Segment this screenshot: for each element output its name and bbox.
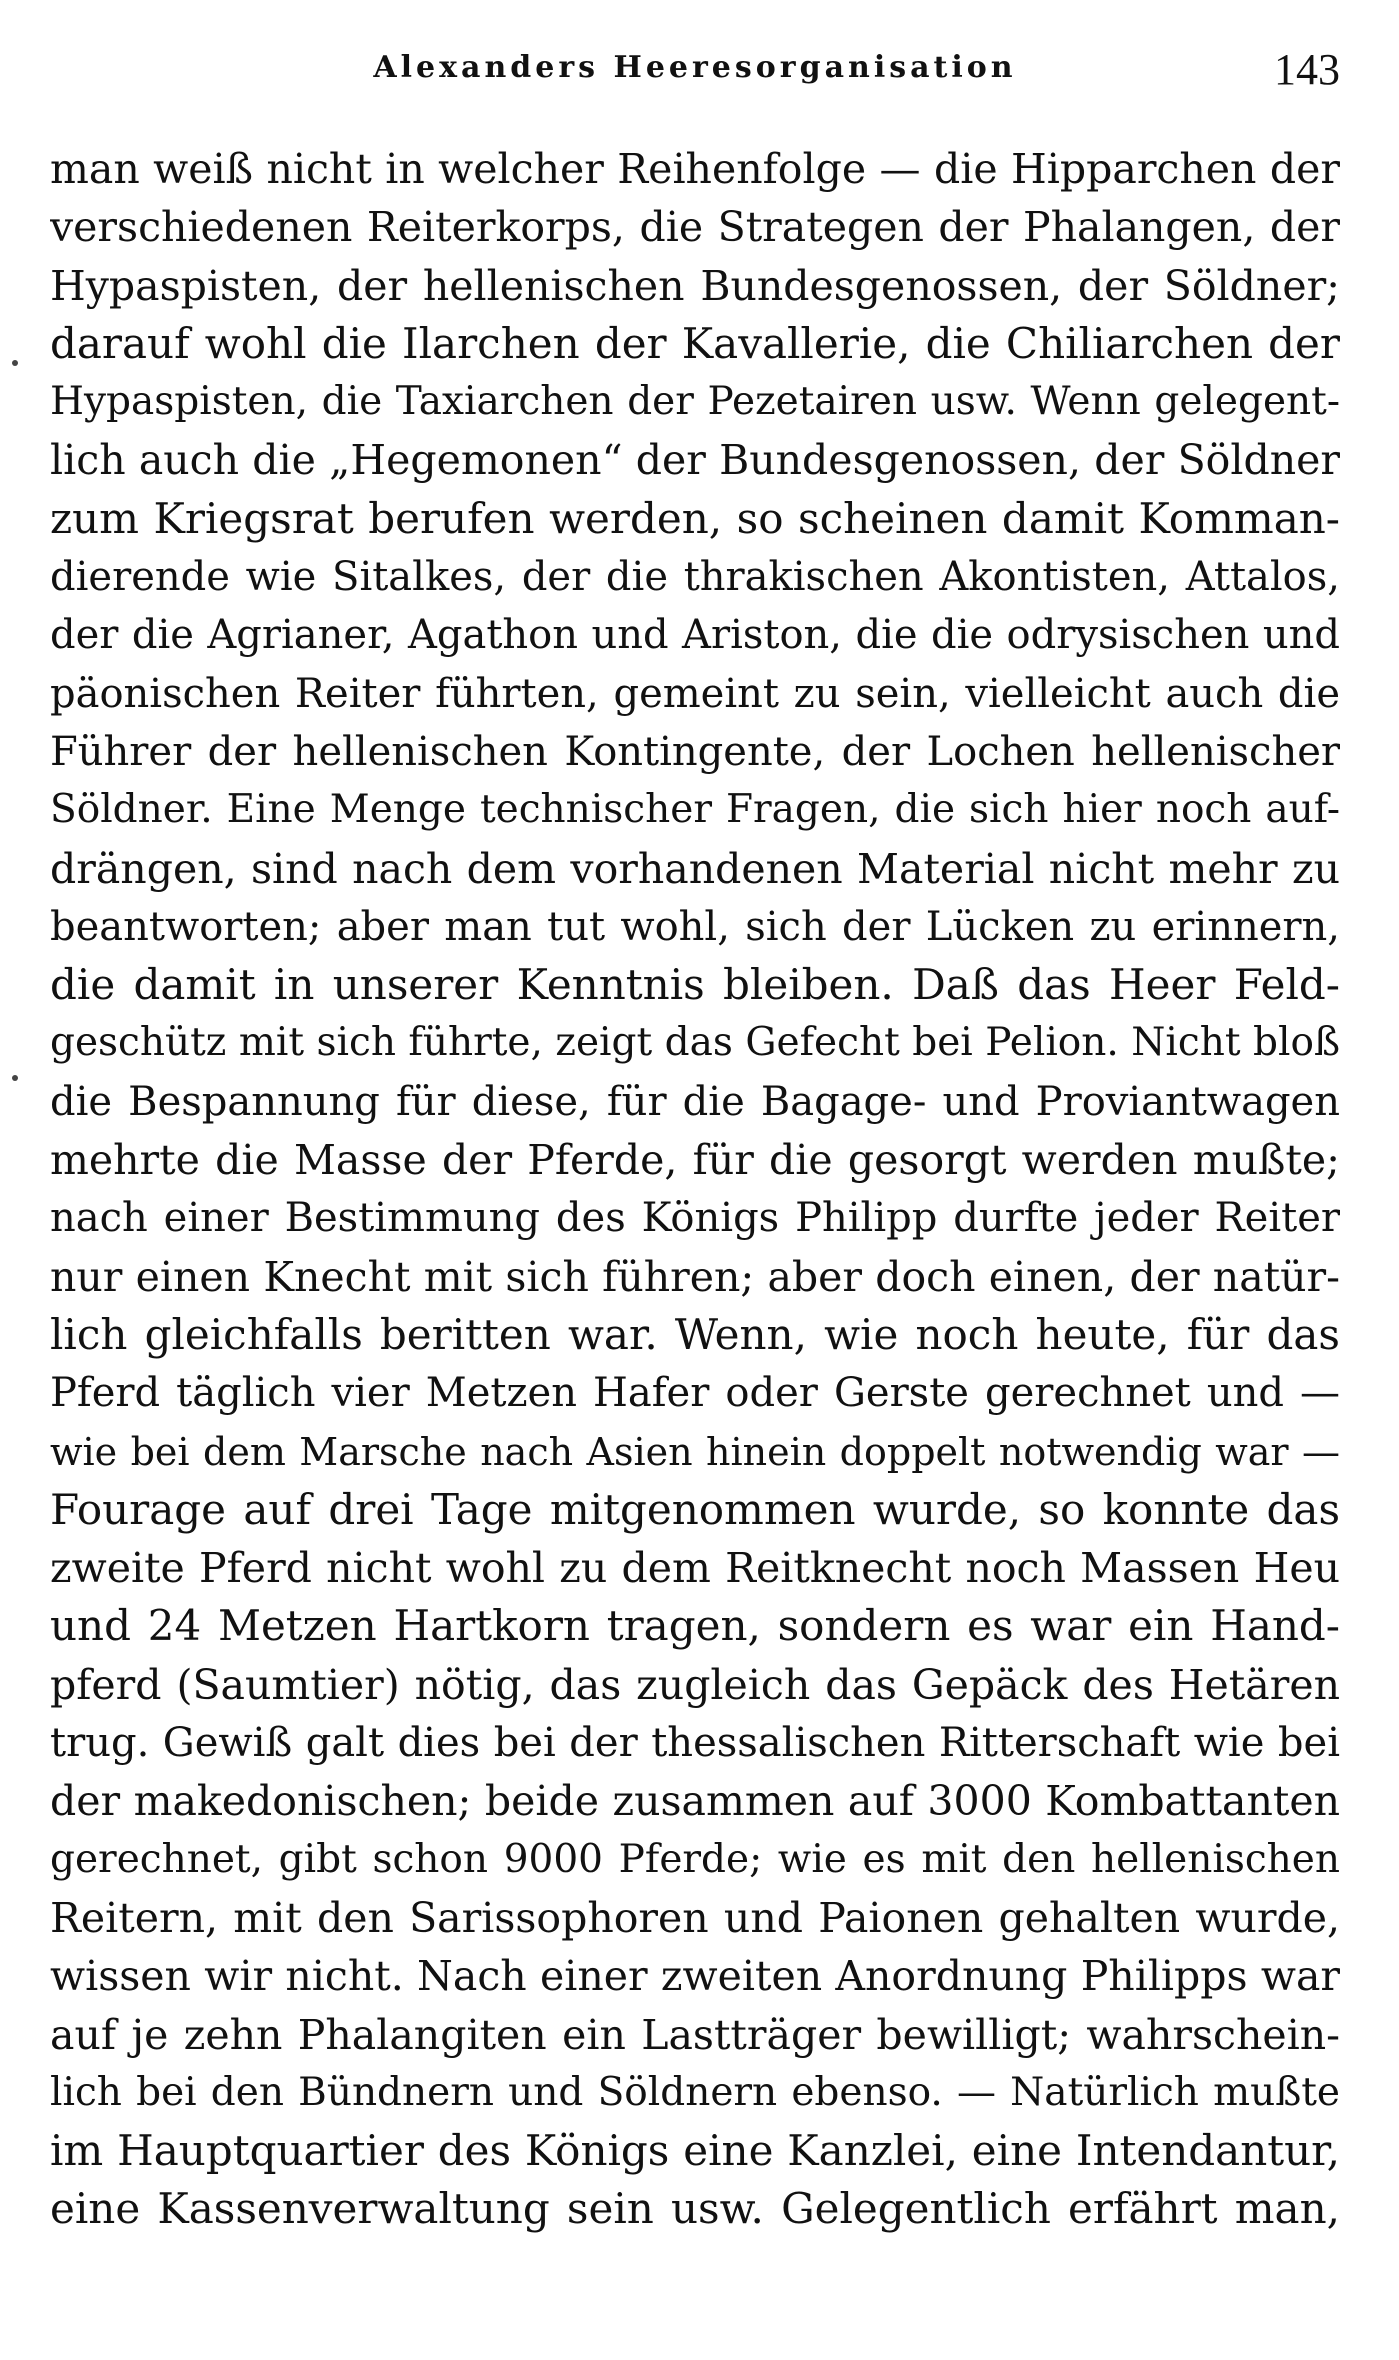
text-line: eine Kassenverwaltung sein usw. Gelegentlich erfährt man, — [50, 2184, 1340, 2234]
text-line: dierende wie Sitalkes, der die thrakischen Akontisten, Attalos, — [50, 554, 1340, 601]
text-line: Führer der hellenischen Kontingente, der Lochen hellenischer — [50, 728, 1340, 775]
text-line: lich bei den Bündnern und Söldnern ebenso. — Natürlich mußte — [50, 2069, 1340, 2115]
text-line: der makedonischen; beide zusammen auf 3000 Kombattanten — [50, 1777, 1340, 1826]
running-head — [50, 40, 1340, 100]
text-line: gerechnet, gibt schon 9000 Pferde; wie es mit den hellenischen — [50, 1836, 1340, 1882]
text-line: auf je zehn Phalangiten ein Lastträger bewilligt; wahrschein- — [50, 2010, 1340, 2059]
text-line: nach einer Bestimmung des Königs Philipp durfte jeder Reiter — [50, 1195, 1340, 1242]
margin-speck — [12, 1075, 18, 1081]
text-line: mehrte die Masse der Pferde, für die gesorgt werden mußte; — [50, 1136, 1340, 1185]
text-line: Reitern, mit den Sarissophoren und Paionen gehalten wurde, — [50, 1893, 1340, 1942]
text-line: beantworten; aber man tut wohl, sich der Lücken zu erinnern, — [50, 903, 1340, 950]
text-line: Söldner. Eine Menge technischer Fragen, die sich hier noch auf- — [50, 787, 1340, 833]
page-number: 143 — [1274, 45, 1340, 94]
text-line: im Hauptquartier des Königs eine Kanzlei, eine Intendantur, — [50, 2126, 1340, 2176]
margin-speck — [12, 360, 18, 366]
text-line: Hypaspisten, der hellenischen Bundesgenossen, der Söldner; — [50, 261, 1340, 310]
text-line: verschiedenen Reiterkorps, die Strategen der Phalangen, der — [50, 203, 1340, 252]
text-line: die damit in unserer Kenntnis bleiben. Daß das Heer Feld- — [50, 960, 1340, 1010]
text-line: darauf wohl die Ilarchen der Kavallerie, die Chiliarchen der — [50, 318, 1340, 368]
text-line: Pferd täglich vier Metzen Hafer oder Gerste gerechnet und — — [50, 1370, 1340, 1417]
text-line: der die Agrianer, Agathon und Ariston, die die odrysischen und — [50, 612, 1340, 659]
text-line: nur einen Knecht mit sich führen; aber doch einen, der natür- — [50, 1252, 1340, 1301]
running-title: Alexanders Heeresorganisation — [373, 50, 1017, 85]
text-line: zweite Pferd nicht wohl zu dem Reitknecht noch Massen Heu — [50, 1544, 1340, 1593]
text-line: geschütz mit sich führte, zeigt das Gefecht bei Pelion. Nicht bloß — [50, 1020, 1340, 1066]
text-line: Hypaspisten, die Taxiarchen der Pezetairen usw. Wenn gelegent- — [50, 379, 1340, 425]
text-line: lich auch die „Hegemonen“ der Bundesgenossen, der Söldner — [50, 436, 1340, 485]
text-line: Fourage auf drei Tage mitgenommen wurde, so konnte das — [50, 1484, 1340, 1534]
text-line: die Bespannung für diese, für die Bagage- und Proviantwagen — [50, 1078, 1340, 1125]
text-line: trug. Gewiß galt dies bei der thessalischen Ritterschaft wie bei — [50, 1720, 1340, 1767]
body-text — [50, 140, 1340, 2239]
text-line: lich gleichfalls beritten war. Wenn, wie noch heute, für das — [50, 1309, 1340, 1359]
text-line: zum Kriegsrat berufen werden, so scheinen damit Komman- — [50, 493, 1340, 543]
text-line: päonischen Reiter führten, gemeint zu sein, vielleicht auch die — [50, 670, 1340, 717]
text-line: und 24 Metzen Hartkorn tragen, sondern es war ein Hand- — [50, 1601, 1340, 1651]
text-line: pferd (Saumtier) nötig, das zugleich das Gepäck des Hetären — [50, 1660, 1340, 1709]
text-line: wissen wir nicht. Nach einer zweiten Anordnung Philipps war — [50, 1952, 1340, 2001]
text-line: wie bei dem Marsche nach Asien hinein doppelt notwendig war — — [50, 1429, 1340, 1474]
text-line: drängen, sind nach dem vorhandenen Material nicht mehr zu — [50, 844, 1340, 893]
text-line: man weiß nicht in welcher Reihenfolge — die Hipparchen der — [50, 145, 1340, 193]
